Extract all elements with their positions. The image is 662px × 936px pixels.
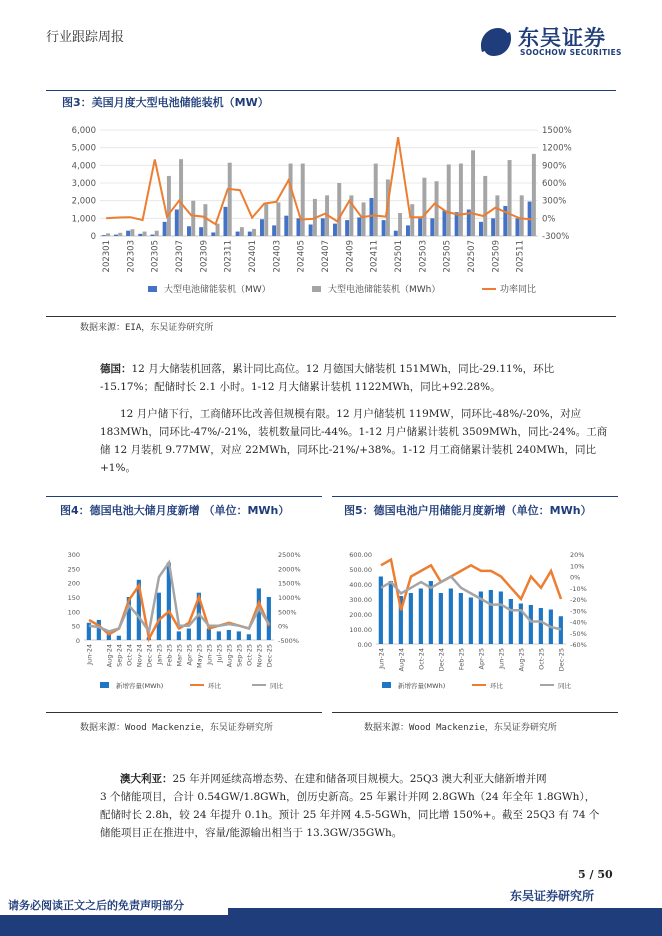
bar bbox=[267, 597, 271, 640]
australia-line1 bbox=[120, 770, 547, 788]
bar bbox=[264, 204, 268, 236]
germany-p2-line1: 12 月户储下行，工商储环比改善但规模有限。12 月户储装机 119MW，同环比-48%/-20%，对应 bbox=[120, 408, 582, 420]
y-tick-label: 100.00 bbox=[349, 626, 372, 634]
figure3-chart bbox=[62, 118, 602, 308]
legend-swatch bbox=[382, 682, 391, 688]
y2-tick-label: -500% bbox=[278, 637, 299, 645]
bar bbox=[114, 235, 118, 236]
bar bbox=[126, 231, 130, 236]
x-tick-label: Sep-24 bbox=[115, 644, 124, 667]
y2-tick-label: 500% bbox=[278, 608, 297, 617]
y-tick-label: 0 bbox=[75, 637, 80, 645]
report-category: 行业跟踪周报 bbox=[46, 30, 125, 45]
bar bbox=[276, 202, 280, 236]
y-tick-label: 1,000 bbox=[71, 214, 96, 225]
figure3-source: 数据来源：EIA，东吴证券研究所 bbox=[80, 323, 214, 333]
bar bbox=[491, 218, 495, 236]
figure4-top-rule bbox=[46, 496, 322, 497]
bar bbox=[157, 593, 161, 640]
australia-line2: 3 个储能项目，合计 0.54GW/1.8GWh，创历史新高。25 年累计并网 2.8GWh（24 年全年 1.8GWh）， bbox=[100, 791, 596, 803]
y-tick-label: 400.00 bbox=[349, 581, 372, 589]
bar bbox=[247, 634, 251, 640]
bar bbox=[449, 589, 453, 645]
bar bbox=[515, 218, 519, 236]
y-tick-label: 300 bbox=[67, 551, 80, 559]
x-tick-label: Dec-24 bbox=[437, 648, 446, 672]
bar bbox=[532, 154, 536, 236]
bar bbox=[248, 232, 252, 236]
bar bbox=[289, 164, 293, 236]
bar bbox=[240, 227, 244, 236]
y2-tick-label: -10% bbox=[570, 584, 587, 593]
y-tick-label: 4,000 bbox=[71, 161, 96, 172]
x-tick-label: 202403 bbox=[272, 240, 283, 273]
y2-tick-label: -40% bbox=[570, 618, 587, 627]
x-tick-label: Jul-25 bbox=[215, 644, 224, 663]
bar bbox=[207, 629, 211, 640]
bar bbox=[106, 233, 110, 236]
bar bbox=[430, 218, 434, 236]
bar bbox=[499, 592, 503, 645]
bar bbox=[179, 159, 183, 236]
x-tick-label: Aug-25 bbox=[225, 644, 234, 668]
x-tick-label: May-25 bbox=[195, 644, 204, 668]
bar bbox=[203, 204, 207, 236]
bar bbox=[419, 589, 423, 645]
bar bbox=[227, 630, 231, 640]
bar bbox=[410, 204, 414, 236]
figure3-title: 图3：美国月度大型电池储能装机（MW） bbox=[62, 96, 269, 109]
bar bbox=[155, 231, 159, 236]
figure3-bottom-rule bbox=[46, 316, 616, 317]
legend-label: 环比 bbox=[490, 682, 503, 690]
figure5-title: 图5：德国电池户用储能月度新增（单位：MWh） bbox=[344, 504, 592, 517]
bar bbox=[459, 164, 463, 236]
y2-tick-label: 1000% bbox=[278, 594, 301, 602]
x-tick-label: Oct-24 bbox=[125, 644, 134, 666]
x-tick-label: 202511 bbox=[515, 240, 526, 273]
y2-tick-label: 10% bbox=[570, 562, 585, 571]
x-tick-label: 202405 bbox=[296, 240, 307, 273]
bar bbox=[382, 220, 386, 236]
bar bbox=[117, 636, 121, 640]
figure5-top-rule bbox=[332, 496, 618, 497]
y-tick-label: 2,000 bbox=[71, 196, 96, 207]
bar bbox=[118, 233, 122, 236]
y2-tick-label: 0% bbox=[278, 622, 289, 631]
soochow-logo-icon bbox=[476, 22, 516, 62]
bar bbox=[479, 222, 483, 236]
bar bbox=[418, 218, 422, 236]
x-tick-label: 202305 bbox=[150, 240, 161, 273]
y2-tick-label: 1500% bbox=[278, 579, 301, 588]
x-tick-label: Oct-25 bbox=[245, 644, 254, 666]
x-tick-label: 202503 bbox=[418, 240, 429, 273]
x-tick-label: 202507 bbox=[467, 240, 478, 273]
bar bbox=[301, 164, 305, 236]
figure4-chart bbox=[56, 540, 324, 700]
legend-label: 环比 bbox=[208, 682, 221, 690]
legend-swatch bbox=[312, 286, 321, 292]
bar bbox=[223, 207, 227, 236]
page-number: 5 / 50 bbox=[578, 868, 613, 881]
legend-label: 大型电池储能装机（MW） bbox=[164, 285, 271, 295]
y2-tick-label: -50% bbox=[570, 629, 587, 638]
y2-tick-label: 300% bbox=[542, 196, 567, 207]
bar bbox=[175, 210, 179, 237]
y2-tick-label: 2500% bbox=[278, 551, 301, 559]
x-tick-label: Aug-25 bbox=[517, 648, 526, 672]
bar bbox=[187, 629, 191, 640]
x-tick-label: Aug-24 bbox=[397, 648, 406, 672]
bar bbox=[187, 226, 191, 236]
bar bbox=[447, 164, 451, 236]
x-tick-label: Jun-25 bbox=[497, 648, 506, 669]
bar bbox=[309, 225, 313, 236]
legend-label: 同比 bbox=[270, 682, 283, 690]
figure4-source: 数据来源：Wood Mackenzie，东吴证券研究所 bbox=[80, 723, 273, 733]
x-tick-label: Feb-25 bbox=[457, 648, 466, 671]
bar bbox=[539, 608, 543, 644]
germany-p2-line2: 183MWh，同环比-47%/-21%，装机数量同比-44%。1-12 月户储累计装机 3509MWh，同比-24%。工商 bbox=[100, 426, 608, 438]
bar bbox=[191, 201, 195, 236]
x-tick-label: 202303 bbox=[126, 240, 137, 273]
y2-tick-label: 0% bbox=[570, 573, 581, 582]
bar bbox=[272, 225, 276, 236]
bar bbox=[199, 227, 203, 236]
germany-lead: 德国： bbox=[100, 363, 132, 375]
brand-name: 东吴证券 bbox=[518, 26, 606, 50]
y-tick-label: 6,000 bbox=[71, 126, 96, 136]
series-line bbox=[89, 563, 269, 632]
bar bbox=[130, 229, 134, 236]
x-tick-label: 202501 bbox=[394, 240, 405, 273]
y-tick-label: 150 bbox=[67, 594, 80, 602]
figure5-source: 数据来源：Wood Mackenzie，东吴证券研究所 bbox=[364, 723, 557, 733]
bar bbox=[333, 224, 337, 236]
legend-swatch bbox=[148, 286, 157, 292]
y-tick-label: 5,000 bbox=[71, 143, 96, 154]
y2-tick-label: 1200% bbox=[542, 143, 572, 154]
bar bbox=[509, 599, 513, 644]
germany-p2-line3: 储 12 月装机 9.77MW，对应 22MWh，同环比-21%/+38%。1-12 月工商储累计装机 240MWh，同比 bbox=[100, 444, 596, 456]
bar bbox=[102, 235, 106, 236]
figure5-chart bbox=[336, 540, 618, 700]
x-tick-label: Dec-25 bbox=[265, 644, 274, 668]
y-tick-label: 50 bbox=[71, 622, 80, 631]
y2-tick-label: 1500% bbox=[542, 126, 572, 136]
bar bbox=[489, 590, 493, 644]
y-tick-label: 300.00 bbox=[349, 596, 372, 604]
bar bbox=[296, 218, 300, 236]
footer-institute: 东吴证券研究所 bbox=[510, 889, 595, 903]
y-tick-label: 250 bbox=[67, 565, 80, 574]
x-tick-label: 202407 bbox=[321, 240, 332, 273]
x-tick-label: 202505 bbox=[442, 240, 453, 273]
bar bbox=[469, 598, 473, 645]
y-tick-label: 0 bbox=[90, 232, 96, 242]
y2-tick-label: -30% bbox=[570, 607, 587, 616]
y2-tick-label: 600% bbox=[542, 179, 567, 189]
bar bbox=[237, 631, 241, 640]
y-tick-label: 0.00 bbox=[357, 641, 372, 649]
bar bbox=[345, 220, 349, 236]
bar bbox=[228, 163, 232, 236]
bar bbox=[435, 181, 439, 236]
australia-line1-text: 25 年并网延续高增态势、在建和储备项目规模大。25Q3 澳大利亚大储新增并网 bbox=[172, 773, 547, 785]
x-tick-label: Sep-25 bbox=[235, 644, 244, 667]
brand-name-en: SOOCHOW SECURITIES bbox=[520, 48, 622, 57]
bar bbox=[143, 232, 147, 236]
bar bbox=[439, 593, 443, 644]
x-tick-label: Jun-25 bbox=[205, 644, 214, 665]
bar bbox=[520, 195, 524, 236]
x-tick-label: Dec-24 bbox=[145, 644, 154, 668]
bar bbox=[337, 183, 341, 236]
y-tick-label: 200 bbox=[67, 579, 80, 588]
y-tick-label: 3,000 bbox=[71, 179, 96, 189]
bar bbox=[138, 234, 142, 236]
y2-tick-label: 20% bbox=[570, 551, 585, 559]
x-tick-label: 202307 bbox=[175, 240, 186, 273]
bar bbox=[409, 593, 413, 644]
footer-disclaimer[interactable]: 请务必阅读正文之后的免责声明部分 bbox=[8, 899, 184, 912]
germany-p1-line2: -15.17%；配储时长 2.1 小时。1-12 月大储累计装机 1122MWh，同比+92.28%。 bbox=[100, 381, 501, 393]
y2-tick-label: -60% bbox=[570, 641, 587, 649]
legend-label: 新增容量(MWh) bbox=[116, 682, 164, 690]
bar bbox=[459, 593, 463, 644]
legend-label: 新增容量(MWh) bbox=[398, 682, 446, 690]
y2-tick-label: 900% bbox=[542, 161, 567, 172]
legend-label: 功率同比 bbox=[500, 285, 537, 295]
bar bbox=[252, 229, 256, 236]
australia-line4: 储能项目正在推进中，容量/能源输出相当于 13.3GW/35GWh。 bbox=[100, 827, 403, 839]
bar bbox=[471, 150, 475, 236]
bar bbox=[508, 160, 512, 236]
bar bbox=[529, 605, 533, 644]
x-tick-label: Apr-25 bbox=[185, 644, 194, 666]
bar bbox=[455, 212, 459, 236]
x-tick-label: 202301 bbox=[102, 240, 113, 273]
y-tick-label: 100 bbox=[67, 608, 80, 617]
x-tick-label: Jan-25 bbox=[155, 644, 164, 665]
x-tick-label: Oct-25 bbox=[537, 648, 546, 670]
y2-tick-label: 2000% bbox=[278, 565, 301, 574]
australia-lead: 澳大利亚： bbox=[120, 773, 173, 785]
bar bbox=[495, 195, 499, 236]
bar bbox=[369, 198, 373, 236]
bar bbox=[150, 235, 154, 236]
x-tick-label: Nov-25 bbox=[255, 644, 264, 668]
y-tick-label: 500.00 bbox=[349, 566, 372, 574]
bar bbox=[236, 232, 240, 236]
bar bbox=[442, 210, 446, 236]
x-tick-label: Apr-25 bbox=[477, 648, 486, 670]
y2-tick-label: 0% bbox=[542, 214, 556, 225]
bar bbox=[406, 225, 410, 236]
x-tick-label: 202509 bbox=[491, 240, 502, 273]
figure5-bottom-rule bbox=[332, 712, 618, 713]
bar bbox=[357, 217, 361, 236]
bar bbox=[389, 581, 393, 644]
germany-p1-body: 12 月大储装机回落，累计同比高位。12 月德国大储装机 151MWh，同比-29.11%，环比 bbox=[131, 363, 555, 375]
y2-tick-label: -300% bbox=[542, 232, 570, 242]
legend-label: 同比 bbox=[558, 682, 571, 690]
bar bbox=[260, 219, 264, 236]
bar bbox=[398, 213, 402, 236]
x-tick-label: 202309 bbox=[199, 240, 210, 273]
x-tick-label: Oct-24 bbox=[417, 648, 426, 670]
y-tick-label: 600.00 bbox=[349, 551, 372, 559]
germany-paragraph-1 bbox=[100, 360, 554, 378]
bar bbox=[177, 631, 181, 640]
x-tick-label: Jun-24 bbox=[377, 648, 386, 669]
x-tick-label: 202409 bbox=[345, 240, 356, 273]
bar bbox=[429, 581, 433, 644]
bar bbox=[211, 232, 215, 236]
bar bbox=[422, 178, 426, 236]
legend-swatch bbox=[100, 682, 109, 688]
y2-tick-label: -20% bbox=[570, 596, 587, 604]
x-tick-label: Mar-25 bbox=[175, 644, 184, 667]
y-tick-label: 200.00 bbox=[349, 611, 372, 619]
figure4-title: 图4：德国电池大储月度新增 （单位：MWh） bbox=[60, 504, 290, 517]
legend-label: 大型电池储能装机（MWh） bbox=[328, 285, 441, 295]
x-tick-label: 202311 bbox=[223, 240, 234, 273]
bar bbox=[394, 231, 398, 236]
bar bbox=[217, 631, 221, 640]
bar bbox=[362, 202, 366, 236]
bar bbox=[284, 216, 288, 236]
bar bbox=[167, 176, 171, 236]
x-tick-label: Feb-25 bbox=[165, 644, 174, 667]
bar bbox=[321, 218, 325, 236]
germany-p2-line4: +1%。 bbox=[100, 462, 136, 474]
bar bbox=[163, 222, 167, 236]
x-tick-label: Jun-24 bbox=[85, 644, 94, 665]
figure3-top-rule bbox=[46, 90, 616, 91]
australia-line3: 配储时长 2.8h，较 24 年提升 0.1h。预计 25 年并网 4.5-5GWh，同比增 150%+。截至 25Q3 有 74 个 bbox=[100, 809, 600, 821]
figure4-bottom-rule bbox=[46, 712, 322, 713]
x-tick-label: Dec-25 bbox=[557, 648, 566, 672]
x-tick-label: 202401 bbox=[248, 240, 259, 273]
bar bbox=[97, 620, 101, 640]
x-tick-label: Nov-24 bbox=[135, 644, 144, 668]
bar bbox=[374, 164, 378, 236]
bar bbox=[483, 176, 487, 236]
x-tick-label: 202411 bbox=[369, 240, 380, 273]
x-tick-label: Aug-24 bbox=[105, 644, 114, 668]
